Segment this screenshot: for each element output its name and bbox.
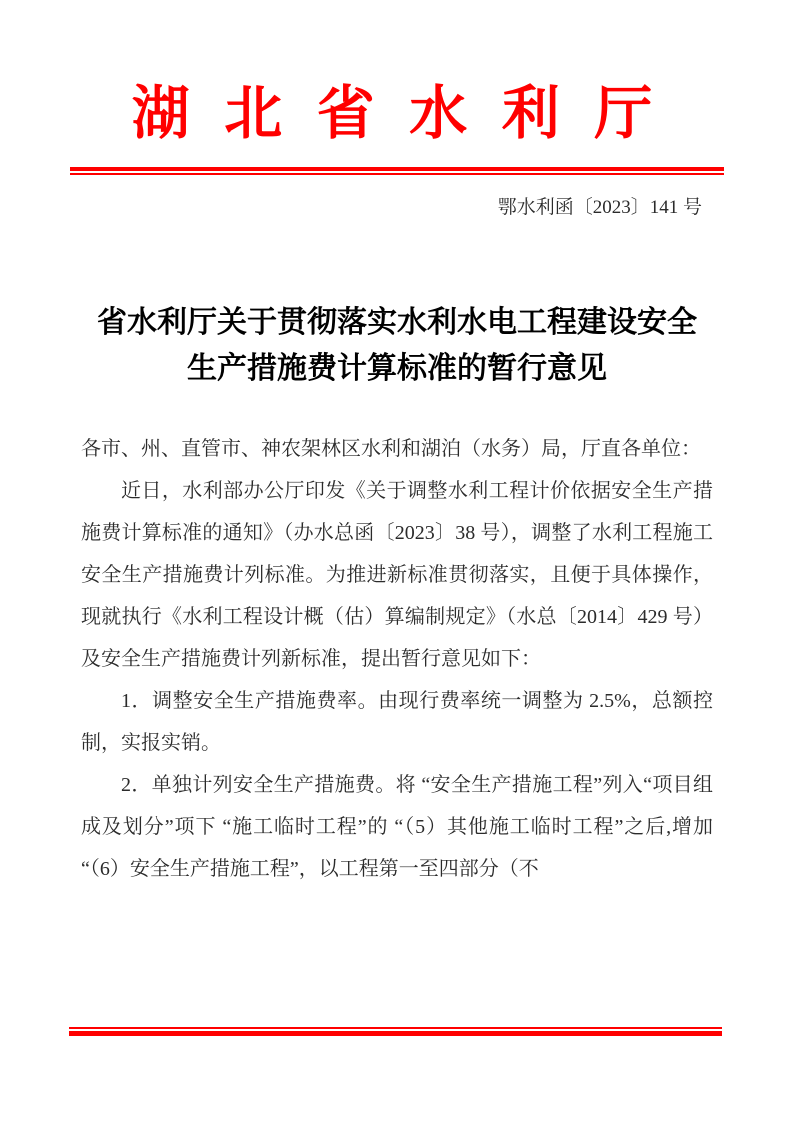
letterhead-agency-title: 湖 北 省 水 利 厅 xyxy=(131,81,663,146)
header-double-rule xyxy=(70,167,724,175)
document-body xyxy=(0,428,794,890)
document-title-line-1: 省水利厅关于贯彻落实水利水电工程建设安全 xyxy=(97,306,697,339)
document-title-line-2: 生产措施费计算标准的暂行意见 xyxy=(187,352,607,385)
document-number: 鄂水利函〔2023〕141 号 xyxy=(497,197,702,218)
footer-rule-thick-bar xyxy=(69,1031,722,1036)
header-rule-thin-bar xyxy=(70,173,724,175)
document-title xyxy=(0,300,794,392)
body-paragraph-1: 近日，水利部办公厅印发《关于调整水利工程计价依据安全生产措施费计算标准的通知》（办水总函〔2023〕38 号），调整了水利工程施工安全生产措施费计列标准。为推进新标准贯彻落实，且便于具体操作，现就执行《水利工程设计概（估）算编制规定》（水总〔2014〕429 号）及安全生产措施费计列新标准，提出暂行意见如下： xyxy=(81,480,713,670)
body-paragraph-2: 1．调整安全生产措施费率。由现行费率统一调整为 2.5%，总额控制，实报实销。 xyxy=(81,690,713,754)
body-paragraph-3: 2．单独计列安全生产措施费。将 “安全生产措施工程”列入“项目组成及划分”项下 “施工临时工程”的 “（5）其他施工临时工程”之后,增加 “（6）安全生产措施工程”，以工程第一至四部分（不 xyxy=(81,774,713,880)
footer-double-rule xyxy=(69,1027,722,1036)
salutation-line: 各市、州、直管市、神农架林区水利和湖泊（水务）局，厅直各单位： xyxy=(81,438,701,460)
